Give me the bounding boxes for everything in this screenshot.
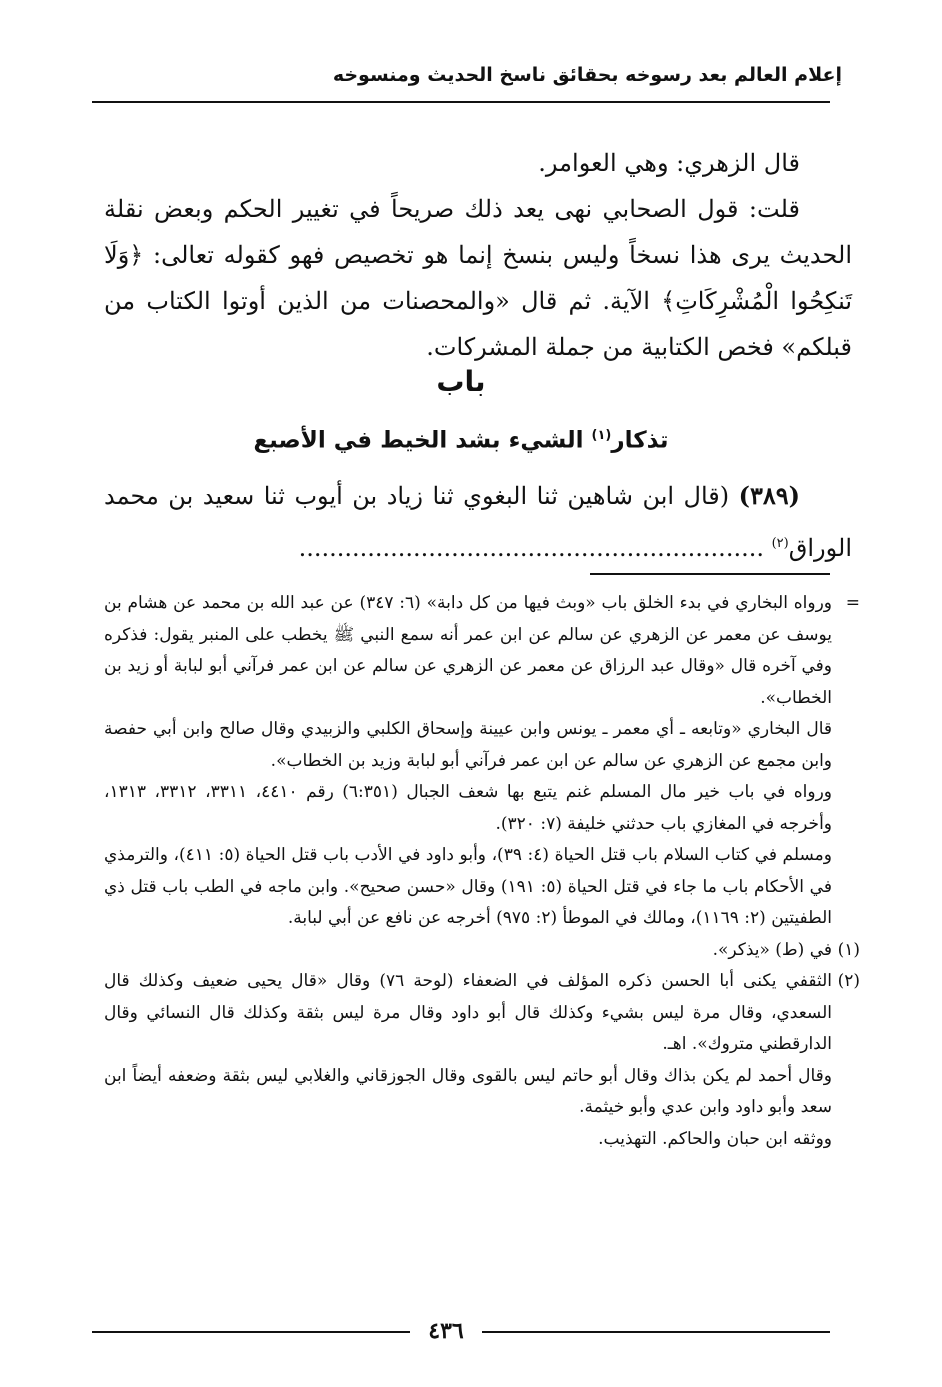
footnote-ref-2: (٢) [771, 536, 789, 551]
footnotes [104, 588, 860, 1155]
hadith-text [104, 472, 852, 572]
footnote-paragraph: الثقفي يكنى أبا الحسن ذكره المؤلف في الضعفاء (لوحة ٧٦) وقال «قال يحيى ضعيف وكذلك قال السعدي، وقال مرة ليس بشيء وكذلك قال أبو داود وقال مرة ليس بثقة وكذلك قال النسائي وقال الدارقطني متروك». اهـ. [104, 971, 832, 1054]
main-paragraph: قلت: قول الصحابي نهى يعد ذلك صريحاً في تغيير الحكم وبعض نقلة الحديث يرى هذا نسخاً وليس بنسخ إنما هو تخصيص فهو كقوله تعالى: ﴿وَلَا تَنكِحُوا الْمُشْرِكَاتِ﴾ الآية. ثم قال «والمحصنات من الذين أوتوا الكتاب من قبلكم» فخص الكتابية من جملة المشركات. [104, 195, 852, 361]
header-divider [92, 101, 830, 103]
footnote-2 [104, 966, 860, 1155]
continuation-dots: ............................................................. [298, 534, 772, 562]
page-number: ٤٣٦ [428, 1318, 464, 1344]
folio-rule-left [92, 1331, 410, 1333]
folio-rule-right [482, 1331, 830, 1333]
main-text [104, 140, 852, 370]
chapter-title: باب [436, 365, 486, 398]
footnote-marker: (٢) [837, 971, 860, 991]
footnote-paragraph: وقال أحمد لم يكن بذاك وقال أبو حاتم ليس بالقوى وقال الجوزقاني والغلابي ليس بثقة وضعفه أيضاً ابن سعد وأبو داود وابن عدي وأبو خيثمة. [104, 1065, 832, 1117]
footnote-paragraph: ووثقه ابن حبان والحاكم. التهذيب. [598, 1128, 832, 1149]
running-title: إعلام العالم بعد رسوخه بحقائق ناسخ الحديث ومنسوخه [332, 64, 842, 86]
footnote-paragraph: في (ط) «يذكر». [712, 939, 832, 960]
footnote-marker: = [845, 593, 860, 613]
chapter-subtitle [92, 414, 830, 463]
footnote-paragraph: قال البخاري «وتابعه ـ أي معمر ـ يونس وابن عيينة وإسحاق الكلبي والزبيدي وقال صالح وابن أبي حفصة وابن مجمع عن الزهري عن سالم عن ابن عمر فرآني أبو لبابة وزيد بن الخطاب». [104, 719, 832, 771]
hadith-number: (٣٨٩) [738, 481, 800, 510]
footnote-paragraph: ورواه البخاري في بدء الخلق باب «وبث فيها من كل دابة» (٦: ٣٤٧) عن عبد الله بن محمد عن هشام بن يوسف عن معمر عن الزهري عن سالم عن ابن عمر أنه سمع النبي ﷺ يخطب على المنبر يقول: فذكره وفي آخره قال «وقال عبد الرزاق عن معمر عن الزهري عن سالم عن ابن عمر فرآني أبو لبابة أو زيد بن الخطاب». [104, 593, 833, 708]
hadith-isnad: (قال ابن شاهين ثنا البغوي ثنا زياد بن أيوب ثنا سعيد بن محمد الوراق [104, 482, 852, 562]
footnote-1 [104, 935, 860, 967]
footnote-ref-1: (١) [591, 428, 612, 443]
footnote-marker: (١) [837, 939, 860, 960]
main-paragraph: قال الزهري: وهي العوامر. [538, 149, 800, 177]
footnote-divider [590, 573, 830, 575]
footnote-paragraph: ومسلم في كتاب السلام باب قتل الحياة (٤: ٣٩)، وأبو داود في الأدب باب قتل الحياة (٥: ٤١١)، والترمذي في الأحكام باب ما جاء في قتل الحياة (٥: ١٩١) وقال «حسن صحيح». وابن ماجه في الطب باب قتل ذي الطفيتين (٢: ١١٦٩)، ومالك في الموطأ (٢: ٩٧٥) أخرجه عن نافع عن أبي لبابة. [104, 845, 832, 928]
subtitle-end: الشيء بشد الخيط في الأصبع [253, 427, 592, 454]
subtitle-start: تذكار [611, 427, 669, 454]
footnote-continued [104, 588, 860, 935]
footnote-paragraph: ورواه في باب خير مال المسلم غنم يتبع بها شعف الجبال (٦:٣٥١) رقم ٤٤١٠، ٣٣١١، ٣٣١٢، ١٣١٣، وأخرجه في المغازي باب حدثني خليفة (٧: ٣٢٠). [104, 782, 833, 834]
hadith-paragraph [104, 472, 852, 572]
